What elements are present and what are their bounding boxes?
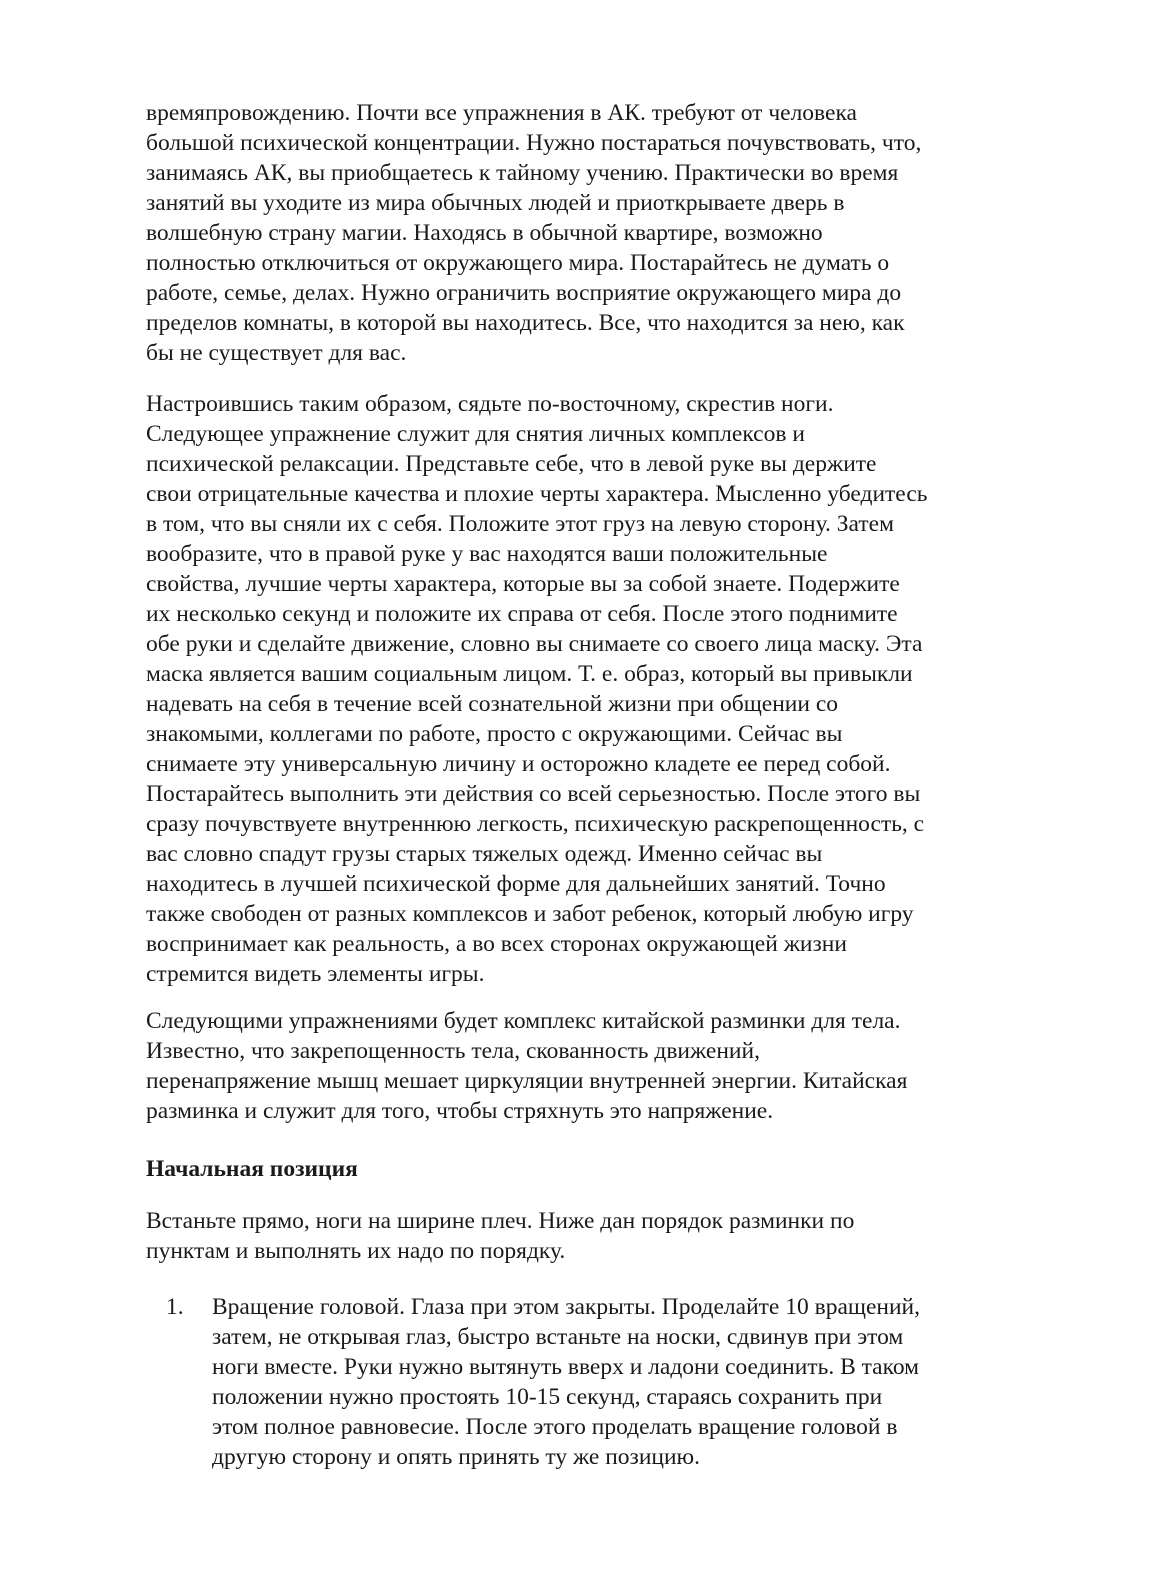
text-line: бы не существует для вас.: [146, 340, 407, 366]
text-line: занимаясь АК, вы приобщаетесь к тайному учению. Практически во время: [146, 160, 899, 186]
text-line: в том, что вы сняли их с себя. Положите этот груз на левую сторону. Затем: [146, 511, 894, 537]
text-line: сразу почувствуете внутреннюю легкость, психическую раскрепощенность, с: [146, 811, 925, 837]
text-line: Вращение головой. Глаза при этом закрыты. Проделайте 10 вращений,: [212, 1294, 921, 1320]
text-line: стремится видеть элементы игры.: [146, 961, 485, 987]
text-line: пунктам и выполнять их надо по порядку.: [146, 1238, 566, 1264]
text-line: работе, семье, делах. Нужно ограничить восприятие окружающего мира до: [146, 280, 902, 306]
text-line: их несколько секунд и положите их справа от себя. После этого поднимите: [146, 601, 898, 627]
text-line: надевать на себя в течение всей сознательной жизни при общении со: [146, 691, 838, 717]
text-line: полностью отключиться от окружающего мира. Постарайтесь не думать о: [146, 250, 890, 276]
text-line: Встаньте прямо, ноги на ширине плеч. Ниже дан порядок разминки по: [146, 1208, 855, 1234]
text-line: вас словно спадут грузы старых тяжелых одежд. Именно сейчас вы: [146, 841, 823, 867]
text-line: также свободен от разных комплексов и забот ребенок, который любую игру: [146, 901, 914, 927]
exercise-list: [146, 1292, 920, 1472]
text-line: находитесь в лучшей психической форме для дальнейших занятий. Точно: [146, 871, 886, 897]
section-heading: Начальная позиция: [146, 1156, 358, 1182]
text-line: Постарайтесь выполнить эти действия со всей серьезностью. После этого вы: [146, 781, 921, 807]
text-line: занятий вы уходите из мира обычных людей и приоткрываете дверь в: [146, 190, 845, 216]
text-line: Следующее упражнение служит для снятия личных комплексов и: [146, 421, 805, 447]
text-line: другую сторону и опять принять ту же позицию.: [212, 1444, 700, 1470]
text-line: вообразите, что в правой руке у вас находятся ваши положительные: [146, 541, 828, 567]
paragraph-starting-position: [146, 1206, 854, 1266]
text-line: снимаете эту универсальную личину и осторожно кладете ее перед собой.: [146, 751, 891, 777]
text-line: знакомыми, коллегами по работе, просто с окружающими. Сейчас вы: [146, 721, 843, 747]
paragraph-warmup: [146, 1006, 907, 1126]
text-line: перенапряжение мышц мешает циркуляции внутренней энергии. Китайская: [146, 1068, 908, 1094]
text-line: Настроившись таким образом, сядьте по-восточному, скрестив ноги.: [146, 391, 834, 417]
paragraph-intro: [146, 98, 921, 368]
text-line: затем, не открывая глаз, быстро встаньте на носки, сдвинув при этом: [212, 1324, 904, 1350]
text-line: Известно, что закрепощенность тела, скованность движений,: [146, 1038, 760, 1064]
text-line: большой психической концентрации. Нужно постараться почувствовать, что,: [146, 130, 922, 156]
text-line: положении нужно простоять 10-15 секунд, стараясь сохранить при: [212, 1384, 883, 1410]
text-line: обе руки и сделайте движение, словно вы снимаете со своего лица маску. Эта: [146, 631, 923, 657]
list-item: [146, 1292, 920, 1472]
text-line: пределов комнаты, в которой вы находитесь. Все, что находится за нею, как: [146, 310, 905, 336]
text-line: свойства, лучшие черты характера, которые вы за собой знаете. Подержите: [146, 571, 900, 597]
text-line: этом полное равновесие. После этого проделать вращение головой в: [212, 1414, 898, 1440]
text-line: воспринимает как реальность, а во всех сторонах окружающей жизни: [146, 931, 847, 957]
text-line: Следующими упражнениями будет комплекс китайской разминки для тела.: [146, 1008, 901, 1034]
text-line: психической релаксации. Представьте себе, что в левой руке вы держите: [146, 451, 877, 477]
paragraph-relaxation: [146, 389, 927, 989]
text-line: времяпровождению. Почти все упражнения в АК. требуют от человека: [146, 100, 857, 126]
text-line: свои отрицательные качества и плохие черты характера. Мысленно убедитесь: [146, 481, 928, 507]
list-item-number: 1.: [166, 1294, 184, 1320]
text-line: ноги вместе. Руки нужно вытянуть вверх и ладони соединить. В таком: [212, 1354, 920, 1380]
text-line: разминка и служит для того, чтобы стряхнуть это напряжение.: [146, 1098, 774, 1124]
text-line: волшебную страну магии. Находясь в обычной квартире, возможно: [146, 220, 823, 246]
text-line: маска является вашим социальным лицом. Т. е. образ, который вы привыкли: [146, 661, 913, 687]
